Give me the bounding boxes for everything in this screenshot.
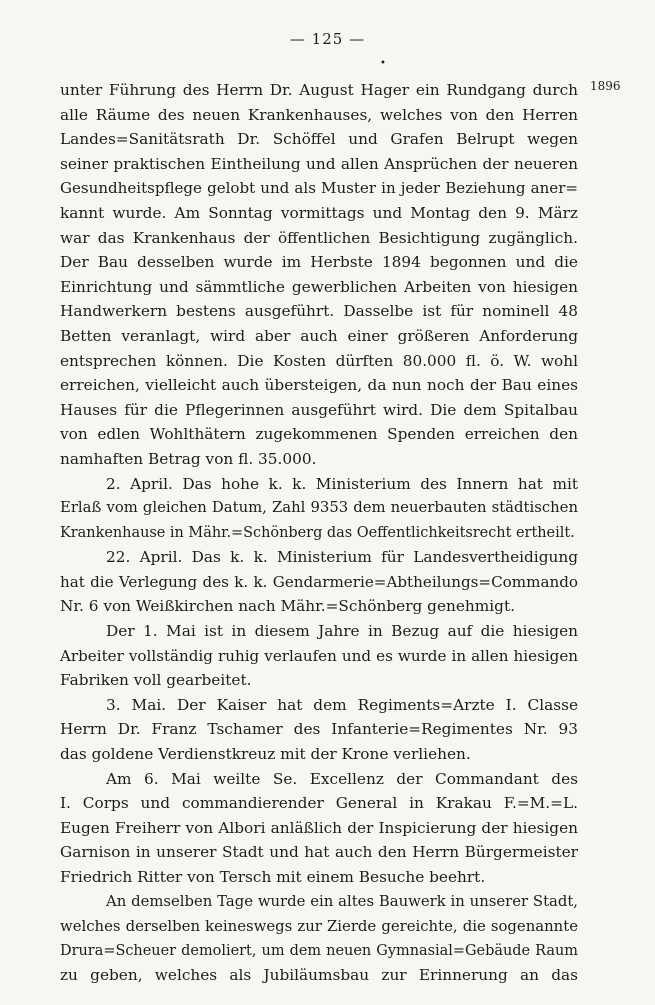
text-line: Der Bau desselben wurde im Herbste 1894 begonnen und die	[60, 253, 578, 272]
text-line: Krankenhause in Mähr.=Schönberg das Oeffentlichkeitsrecht ertheilt.	[60, 524, 575, 541]
text-line: namhaften Betrag von fl. 35.000.	[60, 449, 317, 468]
text-line: alle Räume des neuen Krankenhauses, welches von den Herren	[60, 105, 578, 124]
text-line: Garnison in unserer Stadt und hat auch den Herrn Bürgermeister	[60, 843, 578, 862]
text-line: war das Krankenhaus der öffentlichen Besichtigung zugänglich.	[60, 228, 578, 247]
text-line: entsprechen können. Die Kosten dürften 80.000 fl. ö. W. wohl	[60, 351, 578, 370]
text-line: I. Corps und commandierender General in Krakau F.=M.=L.	[60, 794, 578, 813]
text-line: Landes=Sanitätsrath Dr. Schöffel und Grafen Belrupt wegen	[60, 130, 578, 149]
text-line: An demselben Tage wurde ein altes Bauwerk in unserer Stadt,	[106, 892, 578, 910]
text-line: Gesundheitspflege gelobt und als Muster in jeder Beziehung aner=	[60, 179, 578, 198]
text-line: Eugen Freiherr von Albori anläßlich der Inspicierung der hiesigen	[60, 818, 578, 837]
text-line: Der 1. Mai ist in diesem Jahre in Bezug auf die hiesigen	[106, 622, 578, 641]
text-line: zu geben, welches als Jubiläumsbau zur Erinnerung an das	[60, 966, 578, 985]
margin-year: 1896	[590, 79, 621, 93]
text-line: Am 6. Mai weilte Se. Excellenz der Commandant des	[106, 769, 578, 788]
text-line: Erlaß vom gleichen Datum, Zahl 9353 dem neuerbauten städtischen	[60, 499, 578, 517]
text-line: das goldene Verdienstkreuz mit der Krone verliehen.	[60, 745, 471, 764]
text-line: unter Führung des Herrn Dr. August Hager ein Rundgang durch	[60, 81, 578, 99]
text-line: Friedrich Ritter von Tersch mit einem Besuche beehrt.	[60, 868, 486, 886]
text-line: Drura=Scheuer demoliert, um dem neuen Gymnasial=Gebäude Raum	[60, 942, 578, 959]
text-line: Arbeiter vollständig ruhig verlaufen und es wurde in allen hiesigen	[60, 646, 578, 665]
text-line: Herrn Dr. Franz Tschamer des Infanterie=Regimentes Nr. 93	[60, 720, 578, 739]
text-line: Nr. 6 von Weißkirchen nach Mähr.=Schönberg genehmigt.	[60, 597, 515, 616]
text-line: Fabriken voll gearbeitet.	[60, 671, 252, 690]
text-line: seiner praktischen Eintheilung und allen Ansprüchen der neueren	[60, 154, 578, 173]
text-line: Hauses für die Pflegerinnen ausgeführt wird. Die dem Spitalbau	[60, 400, 578, 419]
text-line: Handwerkern bestens ausgeführt. Dasselbe ist für nominell 48	[60, 302, 578, 321]
page-number-header: — 125 —	[289, 30, 366, 48]
text-line: kannt wurde. Am Sonntag vormittags und Montag den 9. März	[60, 203, 578, 222]
text-line: 2. April. Das hohe k. k. Ministerium des Innern hat mit	[106, 474, 578, 493]
text-line: von edlen Wohlthätern zugekommenen Spenden erreichen den	[60, 425, 578, 444]
text-line: welches derselben keineswegs zur Zierde gereichte, die sogenannte	[60, 917, 578, 936]
header-dot-mark: •	[380, 58, 386, 69]
body-text	[60, 78, 578, 988]
text-line: Einrichtung und sämmtliche gewerblichen Arbeiten von hiesigen	[60, 277, 578, 296]
text-line: erreichen, vielleicht auch übersteigen, da nun noch der Bau eines	[60, 376, 578, 395]
text-line: Betten veranlagt, wird aber auch einer größeren Anforderung	[60, 326, 578, 345]
text-line: hat die Verlegung des k. k. Gendarmerie=Abtheilungs=Commando	[60, 572, 578, 591]
text-line: 22. April. Das k. k. Ministerium für Landesvertheidigung	[106, 548, 578, 567]
text-line: 3. Mai. Der Kaiser hat dem Regiments=Arzte I. Classe	[106, 695, 578, 714]
